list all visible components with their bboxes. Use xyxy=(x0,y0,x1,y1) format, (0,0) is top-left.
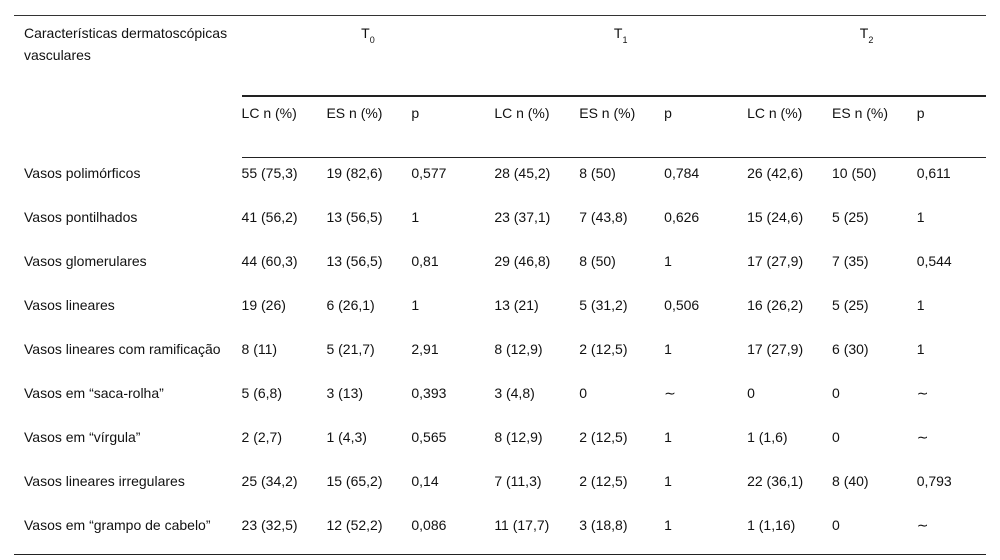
cell-t1-lc: 11 (17,7) xyxy=(494,510,579,555)
vascular-features-table xyxy=(14,15,986,555)
cell-t2-lc: 1 (1,6) xyxy=(747,429,788,445)
cell-t2-lc: 1 (1,16) xyxy=(747,510,832,555)
cell-t0-p: 0,577 xyxy=(411,165,447,181)
table-row xyxy=(14,202,986,246)
cell-t0-p: 0,14 xyxy=(411,473,439,489)
subheader-t1-es: ES n (%) xyxy=(579,96,664,158)
cell-t1-lc: 13 (21) xyxy=(494,297,539,313)
cell-t1-lc: 28 (45,2) xyxy=(494,165,551,181)
cell-t0-lc: 2 (2,7) xyxy=(241,429,282,445)
cell-t1-lc: 29 (46,8) xyxy=(494,253,551,269)
cell-t2-es: 0 xyxy=(832,429,840,445)
cell-t2-es: 0 xyxy=(832,385,840,401)
cell-t2-p: ∼ xyxy=(916,385,929,401)
cell-t1-lc: 23 (37,1) xyxy=(494,209,551,225)
cell-t0-es: 19 (82,6) xyxy=(326,165,383,181)
subheader-t0-es: ES n (%) xyxy=(326,96,411,158)
subheader-t0-lc: LC n (%) xyxy=(242,96,327,158)
cell-t2-p: 0,544 xyxy=(916,253,952,269)
cell-t2-es: 5 (25) xyxy=(832,297,869,313)
cell-t2-lc: 26 (42,6) xyxy=(747,165,804,181)
cell-t0-p: 0,086 xyxy=(411,510,494,555)
row-label: Vasos lineares com ramificação xyxy=(24,341,221,357)
cell-t1-p: 1 xyxy=(664,510,747,555)
cell-t2-es: 5 (25) xyxy=(832,209,869,225)
cell-t0-p: 1 xyxy=(411,297,420,313)
cell-t1-es: 8 (50) xyxy=(579,253,616,269)
cell-t0-lc: 44 (60,3) xyxy=(241,253,298,269)
cell-t0-lc: 19 (26) xyxy=(241,297,286,313)
cell-t2-p: 0,611 xyxy=(916,165,951,181)
cell-t2-lc: 22 (36,1) xyxy=(747,473,804,489)
row-label: Vasos em “saca-rolha” xyxy=(24,385,164,401)
cell-t2-es: 7 (35) xyxy=(832,253,869,269)
cell-t1-es: 2 (12,5) xyxy=(579,473,628,489)
cell-t2-p: ∼ xyxy=(916,429,929,445)
row-label: Vasos polimórficos xyxy=(24,164,141,181)
subheader-t2-es: ES n (%) xyxy=(832,96,917,158)
row-label: Vasos em “vírgula” xyxy=(24,429,141,445)
cell-t0-p: 0,81 xyxy=(411,253,439,269)
table-row xyxy=(14,158,986,203)
cell-t2-es: 0 xyxy=(832,510,917,555)
cell-t1-es: 2 (12,5) xyxy=(579,341,628,357)
cell-t2-p: 1 xyxy=(916,209,925,225)
row-label: Vasos lineares xyxy=(24,297,115,313)
cell-t0-es: 12 (52,2) xyxy=(326,510,411,555)
row-label: Vasos lineares irregulares xyxy=(24,473,185,489)
cell-t0-lc: 55 (75,3) xyxy=(241,165,298,181)
cell-t1-es: 8 (50) xyxy=(579,165,616,181)
cell-t1-es: 3 (18,8) xyxy=(579,510,664,555)
cell-t0-p: 1 xyxy=(411,209,420,225)
cell-t0-es: 5 (21,7) xyxy=(326,341,375,357)
cell-t1-es: 5 (31,2) xyxy=(579,297,628,313)
cell-t2-es: 8 (40) xyxy=(832,473,869,489)
cell-t0-lc: 41 (56,2) xyxy=(241,209,298,225)
table-row xyxy=(14,510,986,555)
cell-t1-es: 2 (12,5) xyxy=(579,429,628,445)
cell-t2-p: 0,793 xyxy=(916,473,952,489)
cell-t2-es: 10 (50) xyxy=(832,165,877,181)
table-row xyxy=(14,466,986,510)
cell-t0-es: 13 (56,5) xyxy=(326,209,383,225)
table-row xyxy=(14,246,986,290)
cell-t2-es: 6 (30) xyxy=(832,341,869,357)
row-label: Vasos pontilhados xyxy=(24,209,138,225)
table-row xyxy=(14,290,986,334)
table-row xyxy=(14,378,986,422)
cell-t2-lc: 17 (27,9) xyxy=(747,341,804,357)
table-row xyxy=(14,334,986,378)
subheader-t0-p: p xyxy=(411,96,494,158)
cell-t2-lc: 17 (27,9) xyxy=(747,253,804,269)
cell-t0-es: 1 (4,3) xyxy=(326,429,367,445)
subheader-t2-lc: LC n (%) xyxy=(747,96,832,158)
row-header-label: Características dermatoscópicas vasculares xyxy=(14,16,242,158)
cell-t0-es: 13 (56,5) xyxy=(326,253,383,269)
cell-t1-p: 1 xyxy=(664,341,672,357)
row-label: Vasos em “grampo de cabelo” xyxy=(14,510,242,555)
table-row xyxy=(14,422,986,466)
cell-t1-p: 0,626 xyxy=(664,209,700,225)
cell-t1-p: 0,784 xyxy=(664,165,700,181)
cell-t2-p: 1 xyxy=(916,297,925,313)
cell-t0-p: 0,393 xyxy=(411,385,447,401)
cell-t2-lc: 15 (24,6) xyxy=(747,209,804,225)
cell-t0-lc: 23 (32,5) xyxy=(242,510,327,555)
cell-t0-p: 0,565 xyxy=(411,429,447,445)
cell-t1-p: 1 xyxy=(664,429,672,445)
cell-t1-lc: 8 (12,9) xyxy=(494,341,543,357)
cell-t1-es: 7 (43,8) xyxy=(579,209,628,225)
cell-t1-lc: 3 (4,8) xyxy=(494,385,535,401)
cell-t0-p: 2,91 xyxy=(411,341,439,357)
cell-t2-lc: 16 (26,2) xyxy=(747,297,804,313)
cell-t1-p: ∼ xyxy=(664,385,676,401)
cell-t2-p: ∼ xyxy=(917,510,986,555)
cell-t1-lc: 8 (12,9) xyxy=(494,429,543,445)
subheader-t1-p: p xyxy=(664,96,747,158)
cell-t2-lc: 0 xyxy=(747,385,755,401)
group-header-t2: $T_2$ xyxy=(747,16,986,97)
cell-t0-es: 3 (13) xyxy=(326,385,364,401)
subheader-t1-lc: LC n (%) xyxy=(494,96,579,158)
cell-t1-p: 1 xyxy=(664,253,672,269)
cell-t1-p: 0,506 xyxy=(664,297,700,313)
cell-t2-p: 1 xyxy=(916,341,925,357)
cell-t0-lc: 8 (11) xyxy=(241,341,278,357)
cell-t0-es: 15 (65,2) xyxy=(326,473,383,489)
cell-t1-es: 0 xyxy=(579,385,588,401)
group-header-t0: $T_0$ xyxy=(242,16,495,97)
group-header-t1: $T_1$ xyxy=(494,16,747,97)
row-label: Vasos glomerulares xyxy=(24,253,147,269)
cell-t0-lc: 25 (34,2) xyxy=(241,473,298,489)
cell-t0-es: 6 (26,1) xyxy=(326,297,375,313)
subheader-t2-p: p xyxy=(917,96,986,158)
cell-t1-p: 1 xyxy=(664,473,672,489)
cell-t0-lc: 5 (6,8) xyxy=(241,385,282,401)
cell-t1-lc: 7 (11,3) xyxy=(494,473,542,489)
